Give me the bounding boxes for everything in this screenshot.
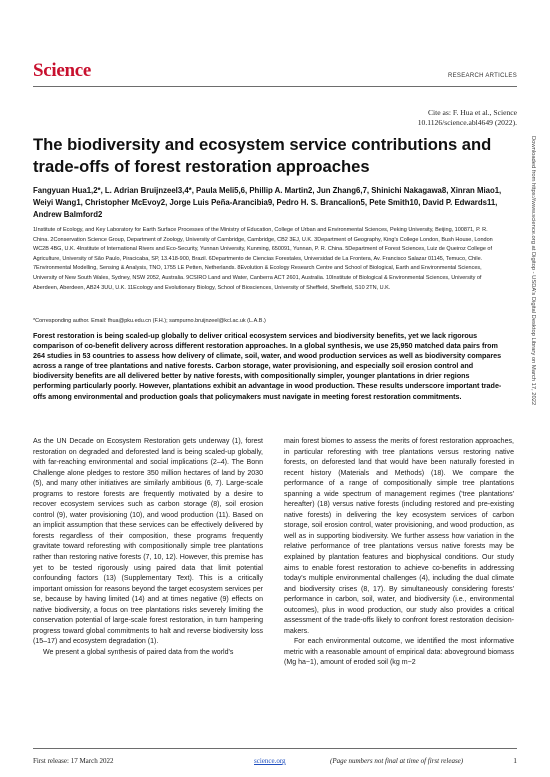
footer-divider [33,748,517,749]
body-paragraph: main forest biomes to assess the merits of forest restoration approaches, in particular reforesting with tree plantations versus restoring native forests, on deforested land that would have been naturally forested in recent history (Materials and Methods) (18). We compare the performance of a range of compositionally simple tree plantations spanning a wide spectrum of management regimes ('tree plantations' hereafter) (18) versus native forests (including restored and pre-existing native forests) in delivering the key ecosystem services of carbon storage, soil erosion control, water provisioning, and wood production, as well as in supporting biodiversity. We further assess how variation in the relative performance of tree plantations versus native forests may be explained by plantation features and biophysical conditions. Our study aims to enable forest restoration to achieve co-benefits in addressing today's multiple environmental challenges (4), including the dual climate and biodiversity crises (8, 17). By simultaneously considering forests' performance in carbon, soil, water, and biodiversity (i.e., environmental outcomes), plus in wood production, our study also provides a critical assessment of the trade-offs likely to confront forest restoration decision-makers. [284,438,514,635]
abstract: Forest restoration is being scaled-up globally to deliver critical ecosystem services and biodiversity benefits, yet we lack rigorous comparison of co-benefit delivery across different restoration approaches. In a global synthesis, we use 25,950 matched data pairs from 264 studies in 53 countries to assess how delivery of climate, soil, water, and wood production services as well as biodiversity compares across a range of tree plantations and native forests. Carbon storage, water provisioning, and especially soil erosion control and biodiversity benefits are all delivered better by native forests, with compositionally simpler, younger plantations in drier regions performing particularly poorly. However, plantations exhibit an advantage in wood production. These results underscore important trade-offs among environmental and production goals that policymakers must navigate in meeting forest restoration commitments. [33,331,502,401]
body-paragraph: As the UN Decade on Ecosystem Restoration gets underway (1), forest restoration on degraded and deforested land is being scaled-up globally, with far-reaching environmental and social implications (2–4). The Bonn Challenge alone pledges to restore 350 million hectares of land by 2030 (5), and many other initiatives are similarly ambitious (6, 7). Large-scale programs to restore forests are frequently motivated by a desire to recover ecosystem services such as carbon storage (8), soil erosion control (9), water provisioning (10), and wood production (11). Based on an implicit assumption that these services can be effectively delivered by forests regardless of their composition, these programs frequently gravitate toward reforesting with compositionally simple tree plantations rather than restoring native forests (7, 10, 12). However, this premise has yet to be tested rigorously using paired data that limit potential confounding factors (13) (Supplementary Text). This is a critically important omission for reasons beyond the target ecosystem services per se, because by having limited (14) and at times negative (9) effects on native biodiversity, a focus on tree plantations risks severely limiting the conservation potential of large-scale forest restoration, in turn hampering progress toward global commitments to halt and reverse biodiversity loss (15–17) and ecosystem degradation (1). [33,438,263,646]
header-divider [33,86,517,87]
section-label: RESEARCH ARTICLES [447,73,517,79]
journal-link[interactable]: science.org [254,757,286,765]
affiliations: 1Institute of Ecology, and Key Laboratory for Earth Surface Processes of the Ministry of Education, College of Urban and Environmental Sciences, Peking University, Beijing, 100871, P. R. China. 2Conservation Science Group, Department of Zoology, University of Cambridge, Cambridge, CB2 3EJ, U.K. 3Department of Geography, King's College London, Bush House, London WC2B 4BG, U.K. 4Institute of International Rivers and Eco-Security, Yunnan University, Kunming, 650091, Yunnan, P. R. China. 5Department of Forest Sciences, Luiz de Queiroz College of Agriculture, University of São Paulo, Piracicaba, SP, 13.418-900, Brazil. 6Departmento de Ciencias Forestales, Universidad de La Frontera, Av. Francisco Salazar 01145, Temuco, Chile. 7Environmental Modelling, Sensing & Analysis, TNO, 1755 LE Petten, Netherlands. 8Evolution & Ecology Research Centre and School of Biological, Earth and Environmental Sciences, University of New South Wales, Sydney, NSW 2052, Australia. 9CSIRO Land and Water, Canberra ACT 2601, Australia. 10Institute of Biological & Environmental Sciences, University of Aberdeen, Aberdeen, AB24 3UU, U.K. 11Ecology and Evolutionary Biology, School of Biosciences, University of Sheffield, Sheffield, S10 2TN, U.K. [33,227,493,291]
body-paragraph: For each environmental outcome, we identified the most informative metric with a reasonable amount of empirical data: aboveground biomass (Mg ha−1), amount of eroded soil (kg m−2 [284,638,514,667]
body-column-right [284,437,514,669]
page-number: 1 [513,756,517,765]
release-date: First release: 17 March 2022 [33,757,114,765]
corresponding-author: *Corresponding author. Email: fhua@pku.edu.cn (F.H.); sampurno.bruijnzeel@kcl.ac.uk (L.A.B.) [33,318,266,324]
page-number-note: (Page numbers not final at time of first release) [330,757,464,765]
body-paragraph: We present a global synthesis of paired data from the world's [43,648,234,656]
download-watermark: Downloaded from https://www.science.org at Digitop - USDA's Digital Desktop Library on March 17, 2022 [530,136,536,406]
citation-line: Cite as: F. Hua et al., Science [427,108,517,117]
body-column-left [33,437,263,658]
doi-line: 10.1126/science.abl4649 (2022). [417,118,517,127]
author-list: Fangyuan Hua1,2*, L. Adrian Bruijnzeel3,4*, Paula Meli5,6, Phillip A. Martin2, Jun Zhang6,7, Shinichi Nakagawa8, Xinran Miao1, Weiyi Wang1, Christopher McEvoy2, Jorge Luis Peña-Arancibia9, Pedro H. S. Brancalion5, Pete Smith10, David P. Edwards11, Andrew Balmford2 [33,186,502,219]
article-title: The biodiversity and ecosystem service contributions and trade-offs of forest restoration approaches [33,135,492,176]
journal-logo: Science [33,60,92,81]
